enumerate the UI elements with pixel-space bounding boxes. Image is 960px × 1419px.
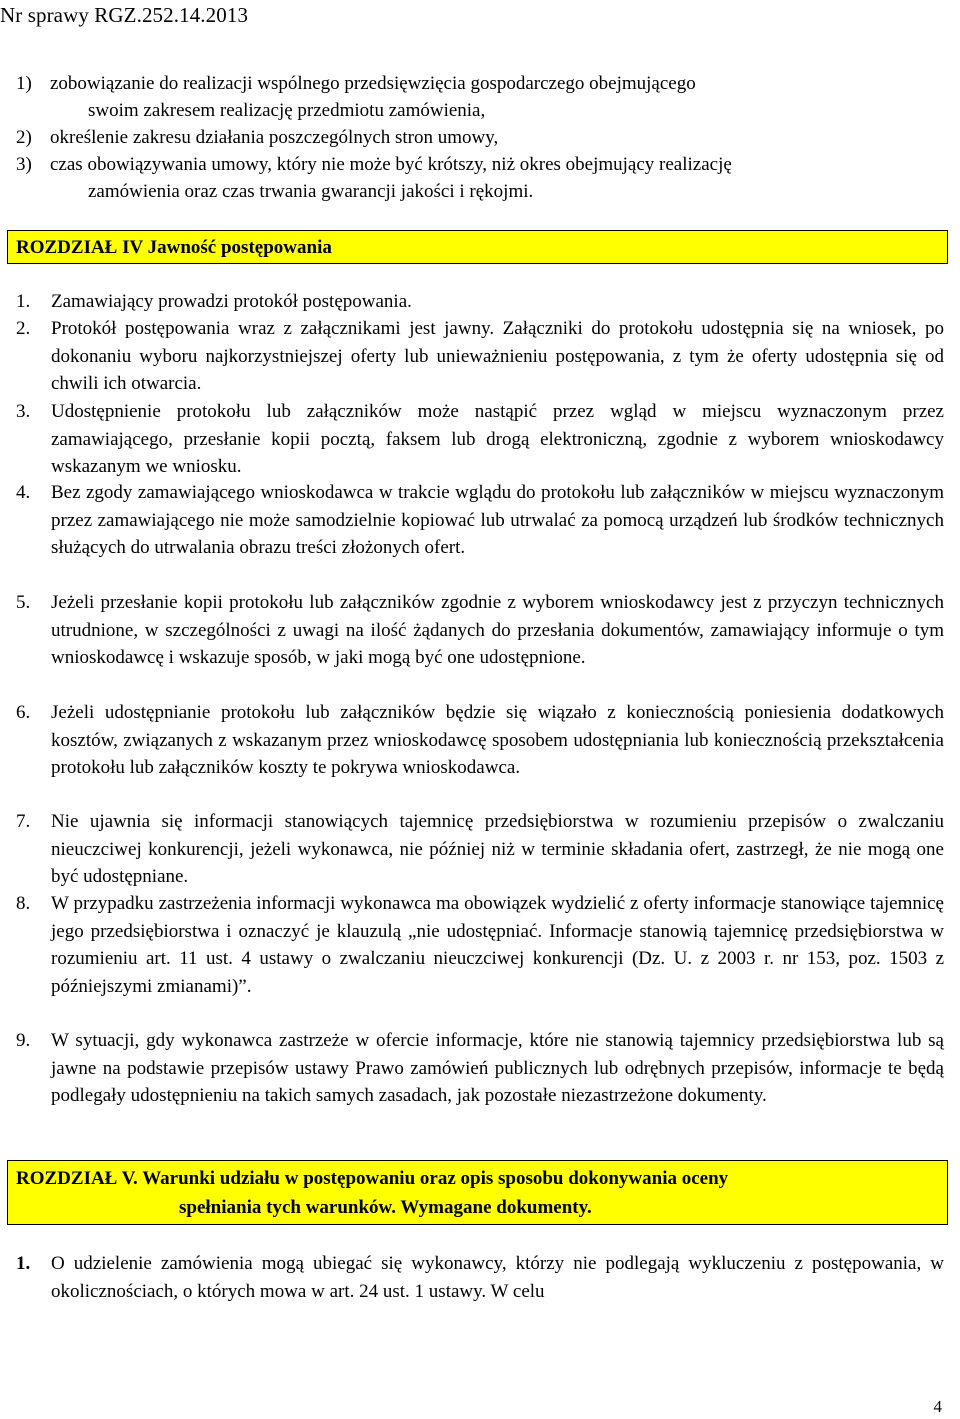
list-text: określenie zakresu działania poszczególnych stron umowy, [50,127,499,148]
list-number: 5. [16,592,31,613]
list-item-continuation [88,178,944,206]
list-item [16,589,944,672]
list-text: czas obowiązywania umowy, który nie może być krótszy, niż okres obejmujący realizację [50,154,732,175]
list-item [16,1250,944,1305]
list-item [16,890,944,1000]
list-text: Udostępnienie protokołu lub załączników może nastąpić przez wgląd w miejscu wyznaczonym przez zamawiającego, przesłanie kopii pocztą, faksem lub drogą elektroniczną, zgodnie z wyborem wnioskodawcy wskazanym we wniosku. [51,401,944,477]
list-text: Protokół postępowania wraz z załącznikami jest jawny. Załączniki do protokołu udostępnia się na wniosek, po dokonaniu wyboru najkorzystniejszej oferty lub unieważnieniu postępowania, z tym że oferty udostępnia się od chwili ich otwarcia. [51,318,944,394]
list-number: 1) [16,73,32,94]
list-item [16,151,944,179]
list-number: 3) [16,154,32,175]
list-number: 4. [16,482,31,503]
list-number: 2) [16,127,32,148]
list-number: 9. [16,1030,31,1051]
list-item [16,70,944,98]
list-text: Jeżeli przesłanie kopii protokołu lub załączników zgodnie z wyborem wnioskodawcy jest z przyczyn technicznych utrudnione, w szczególności z uwagi na ilość żądanych do przesłania dokumentów, zamawiający informuje o tym wnioskodawcę i wskazuje sposób, w jaki mogą być one udostępnione. [51,592,944,668]
list-text: Jeżeli udostępnianie protokołu lub załączników będzie się wiązało z koniecznością poniesienia dodatkowych kosztów, związanych z wskazanym przez wnioskodawcę sposobem udostępniania lub koniecznością przekształcenia protokołu lub załączników koszty te pokrywa wnioskodawca. [51,702,944,778]
list-number: 1. [16,291,31,312]
chapter-5-heading-line: ROZDZIAŁ V. Warunki udziału w postępowaniu oraz opis sposobu dokonywania oceny [16,1168,729,1189]
list-number: 6. [16,702,31,723]
list-item-continuation [88,97,944,125]
chapter-5-heading [7,1160,948,1225]
list-item [16,1027,944,1110]
chapter-4-heading: ROZDZIAŁ IV Jawność postępowania [7,230,948,264]
list-item [16,479,944,562]
list-item [16,699,944,782]
list-text: Zamawiający prowadzi protokół postępowania. [51,291,412,312]
list-number: 3. [16,401,31,422]
list-text: zobowiązanie do realizacji wspólnego przedsięwzięcia gospodarczego obejmującego [50,73,696,94]
list-number: 8. [16,893,31,914]
list-item [16,398,944,481]
list-number: 1. [16,1253,31,1274]
list-text: zamówienia oraz czas trwania gwarancji jakości i rękojmi. [88,181,534,202]
list-text: Nie ujawnia się informacji stanowiących tajemnicę przedsiębiorstwa w rozumieniu przepisów o zwalczaniu nieuczciwej konkurencji, jeżeli wykonawca, nie później niż w terminie składania ofert, zastrzegł, że nie mogą one być udostępniane. [51,811,944,887]
list-text: swoim zakresem realizację przedmiotu zamówienia, [88,100,486,121]
chapter-5-heading-line: spełniania tych warunków. Wymagane dokumenty. [179,1197,592,1218]
list-text: Bez zgody zamawiającego wnioskodawca w trakcie wglądu do protokołu lub załączników w miejscu wyznaczonym przez zamawiającego nie może samodzielnie kopiować lub utrwalać za pomocą urządzeń lub środków technicznych służących do utrwalania obrazu treści złożonych ofert. [51,482,944,558]
list-text: W sytuacji, gdy wykonawca zastrzeże w ofercie informacje, które nie stanowią tajemnicy przedsiębiorstwa lub są jawne na podstawie przepisów ustawy Prawo zamówień publicznych lub odrębnych przepisów, informacje te będą podlegały udostępnieniu na takich samych zasadach, jak pozostałe niezastrzeżone dokumenty. [51,1030,944,1106]
list-item [16,124,944,152]
page-number: 4 [933,1397,942,1416]
list-item [16,808,944,891]
case-number-header: Nr sprawy RGZ.252.14.2013 [0,3,249,27]
list-item [16,315,944,398]
list-text: O udzielenie zamówienia mogą ubiegać się wykonawcy, którzy nie podlegają wykluczeniu z postępowania, w okolicznościach, o których mowa w art. 24 ust. 1 ustawy. W celu [51,1253,944,1302]
list-text: W przypadku zastrzeżenia informacji wykonawca ma obowiązek wydzielić z oferty informacje stanowiące tajemnicę jego przedsiębiorstwa i oznaczyć je klauzulą „nie udostępniać. Informacje stanowią tajemnicę przedsiębiorstwa w rozumieniu art. 11 ust. 4 ustawy o zwalczaniu nieuczciwej konkurencji (Dz. U. z 2003 r. nr 153, poz. 1503 z późniejszymi zmianami)”. [51,893,944,997]
list-item [16,288,944,316]
list-number: 7. [16,811,31,832]
list-number: 2. [16,318,31,339]
